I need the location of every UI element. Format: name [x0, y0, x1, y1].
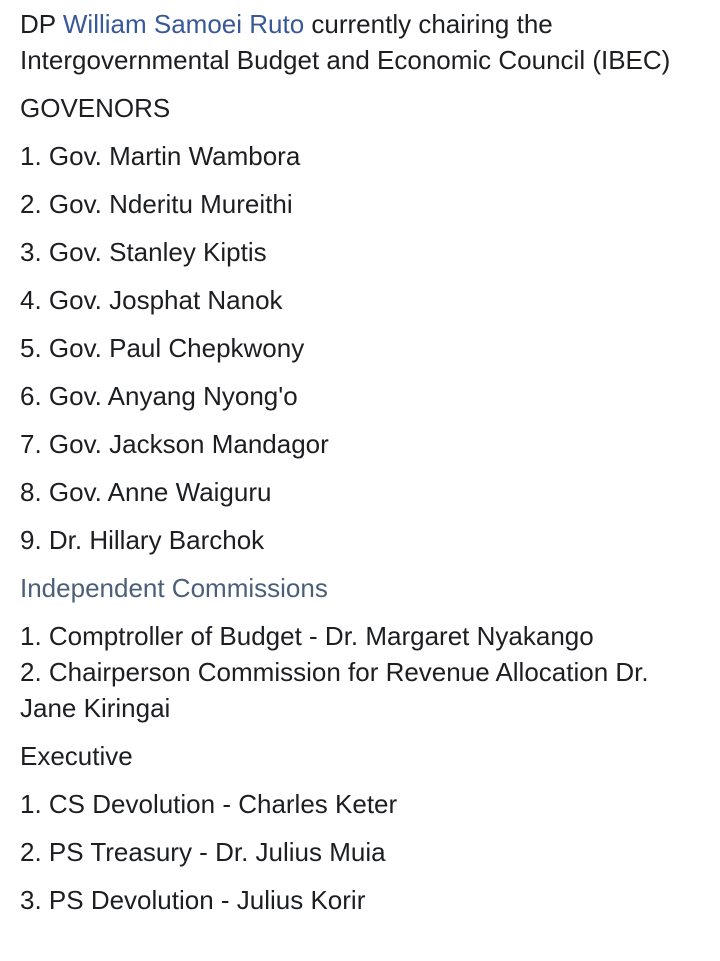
list-item: 9. Dr. Hillary Barchok [20, 525, 265, 555]
governors-list [20, 138, 700, 558]
intro-paragraph [20, 6, 700, 78]
list-item: 1. Comptroller of Budget - Dr. Margaret Nyakango [20, 621, 594, 651]
list-item: 2. PS Treasury - Dr. Julius Muia [20, 837, 386, 867]
mention-link[interactable]: William Samoei Ruto [62, 9, 305, 39]
list-item: 1. CS Devolution - Charles Keter [20, 789, 398, 819]
list-item: 8. Gov. Anne Waiguru [20, 477, 272, 507]
executive-list [20, 786, 700, 918]
executive-heading: Executive [20, 741, 133, 771]
list-item: 6. Gov. Anyang Nyong'o [20, 381, 298, 411]
list-item: 5. Gov. Paul Chepkwony [20, 333, 305, 363]
governors-heading: GOVENORS [20, 93, 171, 123]
list-item: 3. PS Devolution - Julius Korir [20, 885, 366, 915]
list-item: 7. Gov. Jackson Mandagor [20, 429, 329, 459]
commissions-heading-link[interactable]: Independent Commissions [20, 573, 328, 603]
intro-suffix: currently chairing the Intergovernmental Budget and Economic Council (IBEC) [20, 9, 671, 75]
list-item: 2. Chairperson Commission for Revenue Allocation Dr. Jane Kiringai [20, 657, 649, 723]
commissions-list [20, 618, 700, 726]
list-item: 4. Gov. Josphat Nanok [20, 285, 283, 315]
list-item: 2. Gov. Nderitu Mureithi [20, 189, 293, 219]
intro-prefix: DP [20, 9, 63, 39]
list-item: 1. Gov. Martin Wambora [20, 141, 301, 171]
list-item: 3. Gov. Stanley Kiptis [20, 237, 267, 267]
